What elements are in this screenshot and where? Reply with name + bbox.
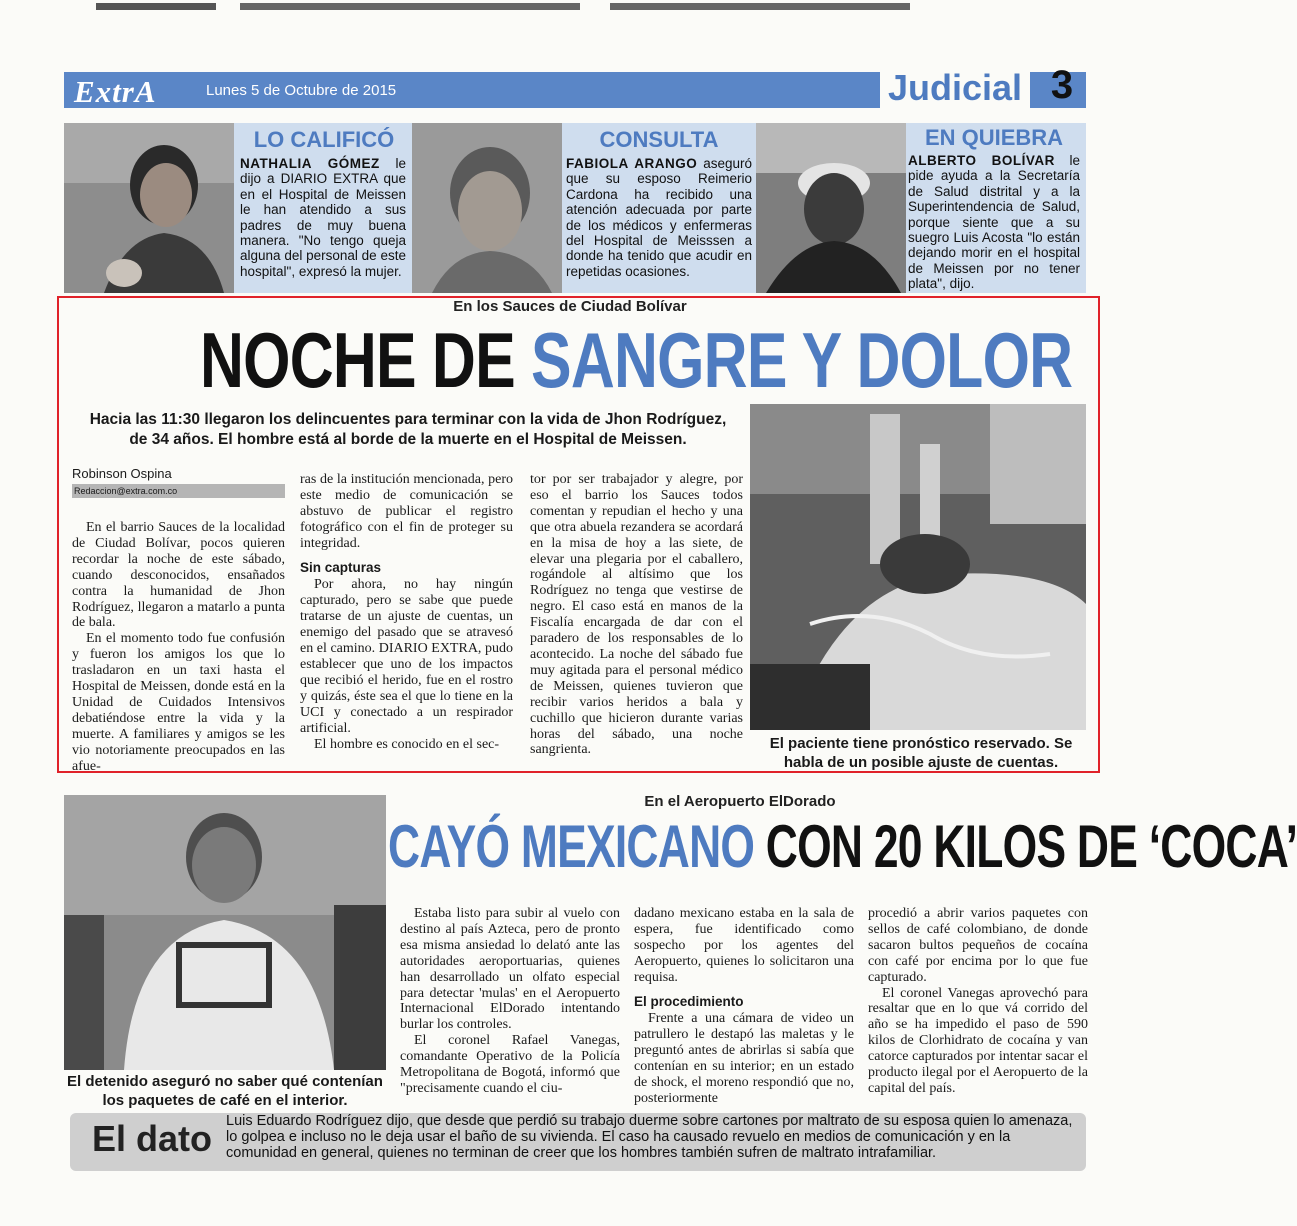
story1-paragraph: En el barrio Sauces de la localidad de Ciudad Bolívar, pocos quieren recordar la noche de este sábado, cuando desconocidos, ensañados contra la humanidad de Jhon Rodríguez, llegaron a matarlo a punta de bala. — [72, 520, 285, 631]
profile-text-1 — [240, 156, 406, 279]
story2-paragraph: dadano mexicano estaba en la sala de espera, fue identificado como sospecho por los agentes del Aeropuerto, quienes lo solicitaron una requisa. — [634, 906, 854, 985]
profile-text-3 — [908, 153, 1080, 292]
story1-column-2 — [300, 472, 513, 752]
profile-name-2: FABIOLA ARANGO — [566, 156, 698, 171]
story2-photo-caption: El detenido aseguró no saber qué contenían los paquetes de café en el interior. — [67, 1073, 383, 1109]
story1-column-1 — [72, 520, 285, 775]
profile-title-2: CONSULTA — [599, 127, 719, 152]
profile-title-3: EN QUIEBRA — [924, 125, 1064, 150]
story2-paragraph: El coronel Rafael Vanegas, comandante Operativo de la Policía Metropolitana de Bogotá, informó que "precisamente cuando el ciu- — [400, 1033, 620, 1096]
story2-paragraph: Estaba listo para subir al vuelo con destino al país Azteca, pero de pronto esa misma ansiedad lo delató ante las autoridades aeroportuarias, quienes han desarrollado un olfato especial para detectar 'mulas' en el Aeropuerto Internacional ElDorado intentando burlar los controles. — [400, 906, 620, 1033]
story2-headline — [388, 812, 1297, 882]
story1-headline-blue: SANGRE Y DOLOR — [531, 316, 1073, 404]
story1-author: Robinson Ospina — [72, 466, 172, 481]
profile-body-3: le pide ayuda a la Secretaría de Salud distrital y a la Superintendencia de Salud, porque siente que a su suegro Luis Acosta "lo están dejando morir en el hospital de Meissen por no tener plata", dijo. — [908, 153, 1080, 292]
story2-kicker: En el Aeropuerto ElDorado — [644, 793, 836, 810]
section-title: Judicial — [880, 66, 1030, 110]
page-number: 3 — [1050, 63, 1074, 107]
profile-title-1: LO CALIFICÓ — [253, 127, 395, 152]
issue-date: Lunes 5 de Octubre de 2015 — [206, 82, 397, 99]
story2-column-1 — [400, 906, 620, 1097]
page-top-edge — [0, 0, 1146, 24]
story1-photo-caption: El paciente tiene pronóstico reservado. Se habla de un posible ajuste de cuentas. — [769, 735, 1073, 771]
story1-paragraph: Por ahora, no hay ningún capturado, pero se sabe que puede tratarse de un ajuste de cuentas, un enemigo del pasado que se atravesó en el camino. DIARIO EXTRA, pudo establecer que uno de los impactos que recibió el herido, fue en el rostro y quizás, éste sea el que lo tiene en la UCI y conectado a un respirador artificial. — [300, 577, 513, 736]
el-dato-text: Luis Eduardo Rodríguez dijo, que desde que perdió su trabajo duerme sobre cartones por maltrato de su esposa quien lo amenaza, lo golpea e incluso no le deja usar el baño de su vivienda. El caso ha causado revuelo en medios de comunicación y en la comunidad en general, quienes no terminan de creer que los hombres también sufren de maltrato intrafamiliar. — [226, 1113, 1073, 1161]
story1-kicker: En los Sauces de Ciudad Bolívar — [453, 298, 687, 315]
profile-body-2: aseguró que su esposo Reimerio Cardona ha recibido una atención adecuada por parte de los médicos y enfermeras del Hospital de Meisssen a donde ha tenido que acudir en repetidas ocasiones. — [566, 156, 752, 279]
story2-subhead: El procedimiento — [634, 993, 744, 1009]
story1-paragraph: El hombre es conocido en el sec- — [314, 736, 500, 752]
story2-column-3 — [868, 906, 1088, 1097]
story2-headline-blue: CAYÓ MEXICANO — [388, 813, 755, 880]
profile-photo-1 — [64, 123, 234, 293]
el-dato-label: El dato — [92, 1118, 213, 1159]
story1-email: Redaccion@extra.com.co — [72, 484, 285, 498]
story1-subhead: Sin capturas — [300, 559, 382, 575]
story1-headline — [200, 318, 1072, 402]
story1-column-3 — [530, 472, 743, 758]
story2-paragraph: procedió a abrir varios paquetes con sellos de café colombiano, de donde sacaron bultos pequeños de cocaína con café por encima por lo que fue capturado. — [868, 906, 1088, 985]
profile-name-3: ALBERTO BOLÍVAR — [908, 153, 1055, 168]
story2-photo — [64, 795, 386, 1070]
profile-name-1: NATHALIA GÓMEZ — [240, 156, 380, 171]
story1-headline-black: NOCHE DE — [200, 316, 515, 404]
story2-column-2 — [634, 906, 854, 1107]
profile-body-1: le dijo a DIARIO EXTRA que en el Hospital de Meissen le han atendido a sus padres de muy buena manera. "No tengo queja alguna del personal de este hospital", expresó la mujer. — [240, 156, 406, 279]
story1-lead: Hacia las 11:30 llegaron los delincuentes para terminar con la vida de Jhon Rodríguez, de 34 años. El hombre está al borde de la muerte en el Hospital de Meissen. — [89, 411, 727, 448]
story1-paragraph: tor por ser trabajador y alegre, por eso el barrio los Sauces todos comentan y repudian el hecho y una que otra abuela rezandera se acordará en la misa de hoy a las siete, de elevar una plegaria por el caballero, rogándole al altísimo que los Rodríguez no tenga que vestirse de negro. El caso está en manos de la Fiscalía encargada de dar con el paradero de los responsables de lo acontecido. La noche del sábado fue muy agitada para el personal médico de Meissen, quienes tuvieron que recibir varios heridos a bala y cuchillo que hicieron durante varias horas del sábado, una noche sangrienta. — [530, 472, 743, 758]
profile-photo-3 — [756, 123, 906, 293]
profile-photo-2 — [412, 123, 562, 293]
newspaper-logo: ExtrA — [74, 74, 157, 109]
story1-paragraph: ras de la institución mencionada, pero este medio de comunicación se abstuvo de publicar el registro fotográfico con el fin de proteger su integridad. — [300, 472, 513, 551]
story1-photo — [750, 404, 1086, 730]
story2-headline-black: CON 20 KILOS DE ‘COCA’ — [765, 813, 1297, 880]
story2-paragraph: Frente a una cámara de video un patrullero le destapó las maletas y le preguntó antes de abrirlas si sabía que contenían en su interior; en un estado de shock, el moreno respondió que no, posteriormente — [634, 1011, 854, 1106]
profile-text-2 — [566, 156, 752, 279]
story2-paragraph: El coronel Vanegas aprovechó para resaltar que en lo que vá corrido del año se ha impedido el paso de 590 kilos de Clorhidrato de cocaína y van catorce capturados por intentar sacar el producto ilegal por el Aeropuerto de la capital del país. — [868, 985, 1088, 1096]
story1-paragraph: En el momento todo fue confusión y fueron los amigos los que lo trasladaron en un taxi hasta el Hospital de Meissen, donde está en la Unidad de Cuidados Intensivos debatiéndose entre la vida y la muerte. A familiares y amigos se les vio notoriamente preocupados en las afue- — [72, 631, 285, 774]
